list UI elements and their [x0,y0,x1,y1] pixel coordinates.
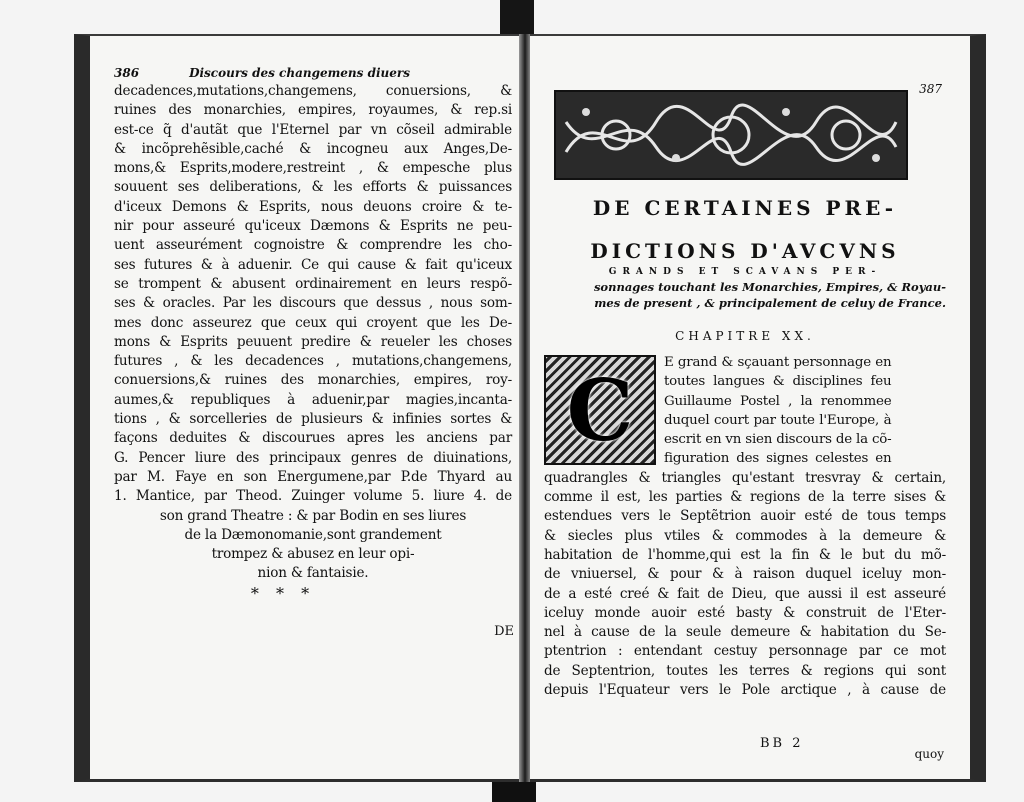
text-line: mons & Esprits peuuent predire & reueler les choses [114,333,512,350]
text-line: ses & oracles. Par les discours que dessus , nous som- [114,295,512,312]
text-line: mes donc asseurez que ceux qui croyent que les De- [114,314,512,331]
text-line: façons deduites & discourues apres les anciens par [114,430,512,447]
text-line: ptentrion : entendant cestuy personnage par ce mot [544,643,946,660]
text-line: comme il est, les parties & regions de la terre sises & [544,489,946,506]
decorated-initial-icon [544,355,656,465]
text-line: Guillaume Postel , la renommee [664,393,892,409]
asterism: * * * [250,583,316,603]
text-line: E grand & sçauant personnage en [664,355,892,370]
text-line: 1. Mantice, par Theod. Zuinger volume 5. liure 4. de [114,488,512,505]
text-line: nel à cause de la seule demeure & habitation du Se- [544,624,946,641]
text-line: par M. Faye en son Energumene,par P.de Thyard au [114,468,512,485]
chapter-subtitle-line: sonnages touchant les Monarchies, Empires, & Royau- [593,280,946,294]
left-page [74,34,526,782]
text-line: souuent ses deliberations, & les efforts & puissances [114,179,512,196]
decorative-headpiece-ornament [554,90,908,180]
chapter-heading: CHAPITRE XX. [675,329,815,343]
wrapped-text [664,353,891,469]
text-line: son grand Theatre : & par Bodin en ses liures [159,507,467,524]
text-line: conuersions,& ruines des monarchies, empires, roy- [114,372,512,389]
text-line: estendues vers le Septẽtrion auoir esté de tous temps [544,508,946,525]
text-line: est-ce q̃ d'autãt que l'Eternel par vn cõseil admirable [114,121,512,138]
text-line: ses futures & à aduenir. Ce qui cause & fait qu'iceux [114,256,512,273]
text-line: futures , & les decadences , mutations,changemens, [114,353,512,370]
text-line: ruines des monarchies, empires, royaumes, & rep.si [114,102,512,119]
text-line: de vniuersel, & pour & à raison duquel iceluy mon- [544,566,946,583]
text-line: escrit en vn sien discours de la cõ- [664,432,892,448]
text-line: tions , & sorcelleries de plusieurs & infinies sortes & [114,411,512,428]
chapter-subtitle-line: mes de present , & principalement de celuy de France. [594,296,946,310]
dropcap-letter: C [566,360,634,460]
floral-ornament-icon [556,92,906,178]
open-book [66,34,986,786]
text-line: toutes langues & disciplines feu [664,374,892,390]
text-line: figuration des signes celestes en [664,451,892,467]
right-page-number: 387 [919,82,942,96]
chapter-title-line: DICTIONS D'AVCVNS [590,239,900,263]
text-line: decadences,mutations,changemens, conuersions, & [114,83,512,99]
right-page-text [544,469,946,701]
text-line: iceluy monde auoir esté basty & construit de l'Eter- [544,604,946,621]
text-line: habitation de l'homme,qui est la fin & le but du mõ- [544,546,946,563]
text-line: de la Dæmonomanie,sont grandement [184,526,442,543]
text-line: de Septentrion, toutes les terres & regions qui sont [544,662,946,679]
chapter-title-line-small: GRANDS ET SCAVANS PER- [608,267,882,277]
chapter-title-line: DE CERTAINES PRE- [592,196,898,220]
text-line: & incõprehẽsible,caché & incogneu aux Anges,De- [114,140,512,157]
signature-mark: BB 2 [760,736,804,751]
left-catchword: DE [494,624,514,639]
left-running-head: Discours des changemens diuers [189,66,410,80]
opening-paragraph [544,353,946,469]
text-line: de a esté creé & fait de Dieu, que aussi il est asseuré [544,585,946,602]
text-line: duquel court par toute l'Europe, à [664,412,892,428]
text-line: nion & fantaisie. [257,565,369,582]
left-page-number: 386 [114,66,140,80]
text-line: aumes,& republiques à aduenir,par magies,incanta- [114,391,512,408]
text-line: trompez & abusez en leur opi- [211,546,415,563]
text-line: se trompent & abusent ordinairement en leurs respõ- [114,275,512,292]
right-catchword: quoy [914,747,944,761]
left-page-header [114,66,512,80]
text-line: depuis l'Equateur vers le Pole arctique , à cause de [544,682,946,699]
text-line: G. Pencer liure des principaux genres de diuinations, [114,449,512,466]
left-page-text [114,82,512,603]
text-line: mons,& Esprits,modere,restreint , & empesche plus [114,160,512,177]
text-line: & siecles plus vtiles & commodes à la demeure & [544,527,946,544]
text-line: uent asseurément cognoistre & comprendre les cho- [114,237,512,254]
right-page [530,34,986,782]
text-line: quadrangles & triangles qu'estant tresvray & certain, [544,469,946,486]
text-line: nir pour asseuré qu'iceux Dæmons & Esprits ne peu- [114,218,512,235]
text-line: d'iceux Demons & Esprits, nous deuons croire & te- [114,198,512,215]
